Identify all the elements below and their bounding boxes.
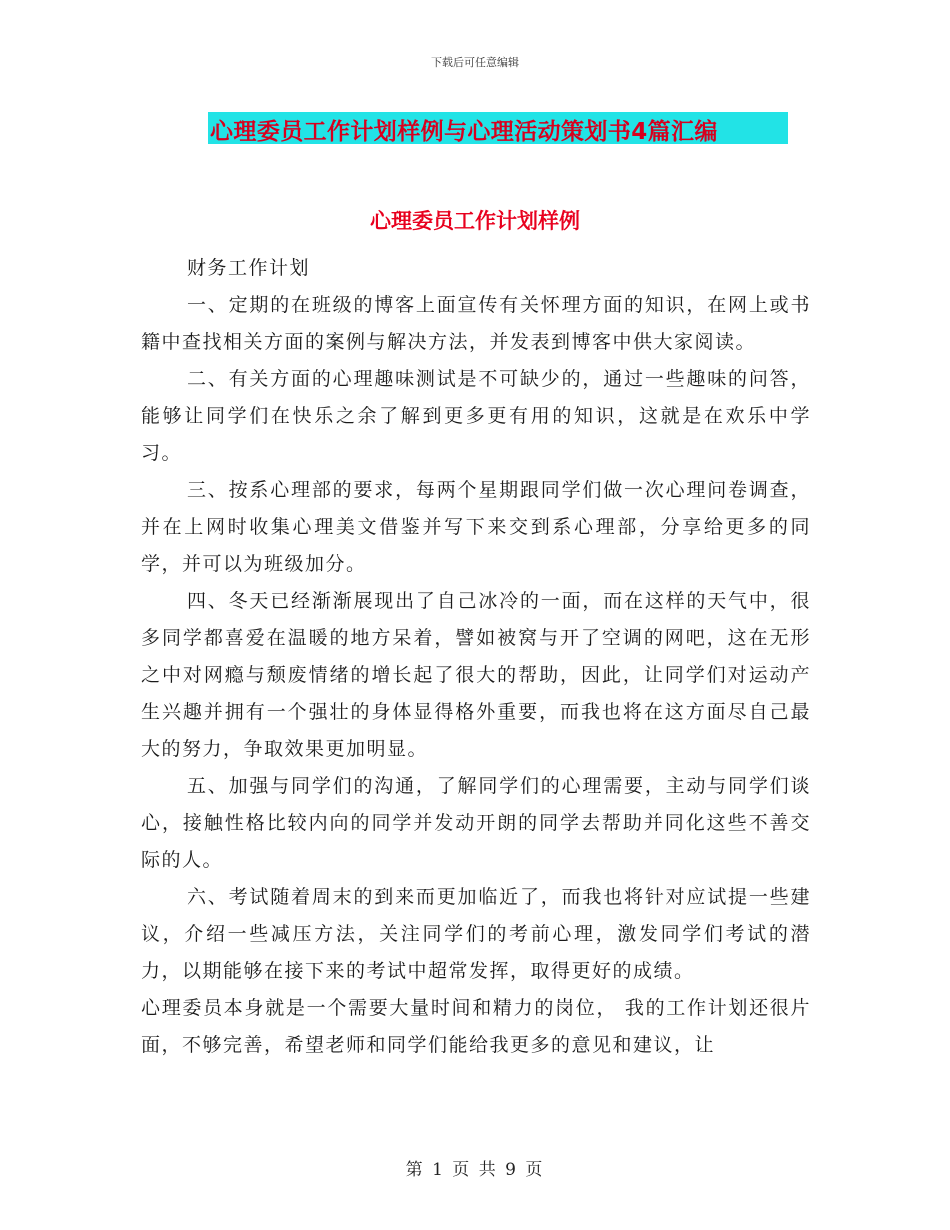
paragraph: 心理委员本身就是一个需要大量时间和精力的岗位， 我的工作计划还很片面，不够完善，希望老师和同学们能给我更多的意见和建议，让 bbox=[141, 997, 811, 1056]
document-body bbox=[141, 250, 811, 1064]
page-number: 第 1 页 共 9 页 bbox=[405, 1160, 545, 1180]
paragraph: 一、定期的在班级的博客上面宣传有关怀理方面的知识，在网上或书籍中查找相关方面的案例与解决方法，并发表到博客中供大家阅读。 bbox=[141, 294, 811, 353]
header-note: 下载后可任意编辑 bbox=[431, 56, 519, 69]
section-title: 心理委员工作计划样例 bbox=[370, 209, 580, 233]
paragraph-heading: 财务工作计划 bbox=[187, 257, 311, 279]
paragraph: 五、加强与同学们的沟通，了解同学们的心理需要，主动与同学们谈心，接触性格比较内向的同学并发动开朗的同学去帮助并同化这些不善交际的人。 bbox=[141, 775, 811, 871]
paragraph: 三、按系心理部的要求，每两个星期跟同学们做一次心理问卷调查，并在上网时收集心理美文借鉴并写下来交到系心理部，分享给更多的同学，并可以为班级加分。 bbox=[141, 479, 811, 575]
paragraph: 二、有关方面的心理趣味测试是不可缺少的，通过一些趣味的问答，能够让同学们在快乐之余了解到更多更有用的知识，这就是在欢乐中学习。 bbox=[141, 368, 811, 464]
paragraph: 四、冬天已经渐渐展现出了自己冰冷的一面，而在这样的天气中，很多同学都喜爱在温暖的地方呆着，譬如被窝与开了空调的网吧，这在无形之中对网瘾与颓废情绪的增长起了很大的帮助，因此，让同学们对运动产生兴趣并拥有一个强壮的身体显得格外重要，而我也将在这方面尽自己最大的努力，争取效果更加明显。 bbox=[141, 590, 811, 760]
paragraph: 六、考试随着周末的到来而更加临近了，而我也将针对应试提一些建议，介绍一些减压方法，关注同学们的考前心理，激发同学们考试的潜力，以期能够在接下来的考试中超常发挥，取得更好的成绩。 bbox=[141, 886, 811, 982]
document-title: 心理委员工作计划样例与心理活动策划书4篇汇编 bbox=[210, 119, 718, 145]
